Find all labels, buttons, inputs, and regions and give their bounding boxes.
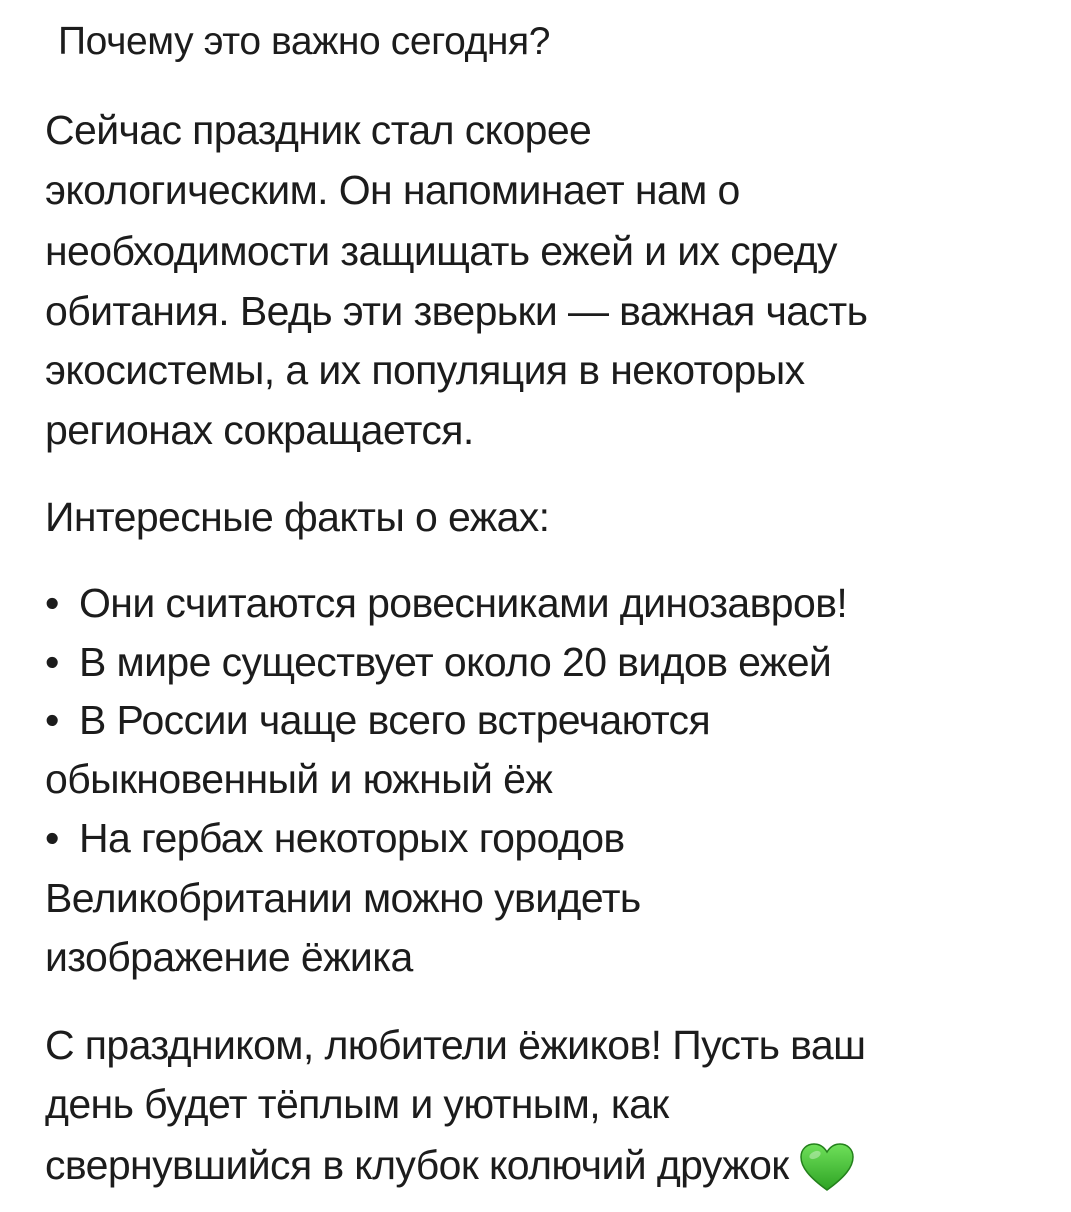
list-item-continuation: обыкновенный и южный ёж [45, 756, 553, 802]
paragraph-line: С праздником, любители ёжиков! Пусть ваш [45, 1022, 866, 1068]
section-heading: Почему это важно сегодня? [58, 20, 551, 63]
paragraph-line: обитания. Ведь эти зверьки — важная часть [45, 288, 868, 334]
list-item [45, 578, 847, 628]
paragraph-line [45, 1140, 855, 1193]
bullet-mark: • [45, 580, 59, 626]
paragraph-line: экологическим. Он напоминает нам о [45, 167, 740, 213]
paragraph-line: регионах сокращается. [45, 407, 474, 453]
paragraph-line: необходимости защищать ежей и их среду [45, 228, 837, 274]
list-item-text: На гербах некоторых городов [79, 815, 625, 861]
paragraph-line: день будет тёплым и уютным, как [45, 1081, 669, 1127]
list-item [45, 637, 831, 687]
paragraph-line: Сейчас праздник стал скорее [45, 107, 592, 153]
bullet-mark: • [45, 697, 59, 743]
list-item-text: В мире существует около 20 видов ежей [79, 639, 832, 685]
list-item-continuation: Великобритании можно увидеть [45, 875, 641, 921]
paragraph-line-text: свернувшийся в клубок колючий дружок [45, 1142, 789, 1188]
list-item-text: В России чаще всего встречаются [79, 697, 711, 743]
list-item-continuation: изображение ёжика [45, 934, 413, 980]
bullet-mark: • [45, 639, 59, 685]
list-item [45, 695, 710, 745]
list-item [45, 813, 625, 863]
facts-title: Интересные факты о ежах: [45, 494, 550, 540]
green-heart-icon [799, 1143, 855, 1193]
list-item-text: Они считаются ровесниками динозавров! [79, 580, 848, 626]
paragraph-line: экосистемы, а их популяция в некоторых [45, 347, 805, 393]
bullet-mark: • [45, 815, 59, 861]
